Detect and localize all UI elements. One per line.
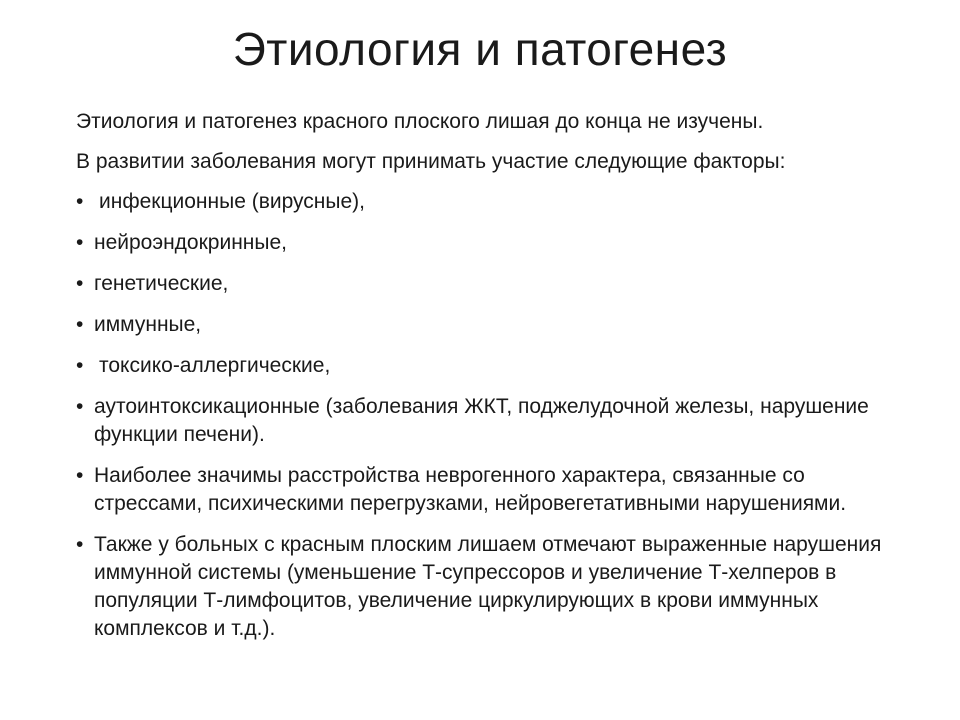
bullet-item — [76, 462, 896, 518]
bullet-icon: • — [76, 354, 84, 377]
slide-body — [76, 108, 896, 656]
bullet-item — [76, 531, 896, 643]
bullet-text: инфекционные (вирусные), — [99, 190, 365, 213]
bullet-item — [76, 188, 896, 216]
bullet-item — [76, 393, 896, 449]
bullet-text: Наиболее значимы расстройства неврогенного характера, связанные со стрессами, психическими перегрузками, нейровегетативными нарушениями. — [94, 464, 847, 515]
bullet-text: генетические, — [94, 272, 229, 295]
bullet-list — [76, 188, 896, 643]
bullet-text: аутоинтоксикационные (заболевания ЖКТ, поджелудочной железы, нарушение функции печени). — [94, 395, 869, 446]
bullet-icon: • — [76, 395, 84, 418]
bullet-icon: • — [76, 533, 84, 556]
factors-intro-paragraph: В развитии заболевания могут принимать участие следующие факторы: — [76, 150, 786, 173]
bullet-icon: • — [76, 231, 84, 254]
bullet-icon: • — [76, 313, 84, 336]
bullet-icon: • — [76, 464, 84, 487]
bullet-text: Также у больных с красным плоским лишаем отмечают выраженные нарушения иммунной системы (уменьшение Т-супрессоров и увеличение Т-хелперов в популяции Т-лимфоцитов, увеличение циркулирующих в крови иммунных комплексов и т.д.). — [94, 533, 882, 640]
bullet-item — [76, 311, 896, 339]
bullet-text: нейроэндокринные, — [94, 231, 288, 254]
bullet-item — [76, 352, 896, 380]
bullet-icon: • — [76, 190, 84, 213]
bullet-text: иммунные, — [94, 313, 202, 336]
bullet-text: токсико-аллергические, — [99, 354, 331, 377]
slide-title: Этиология и патогенез — [232, 23, 728, 75]
bullet-icon: • — [76, 272, 84, 295]
bullet-item — [76, 270, 896, 298]
bullet-item — [76, 229, 896, 257]
intro-paragraph: Этиология и патогенез красного плоского лишая до конца не изучены. — [76, 110, 764, 133]
